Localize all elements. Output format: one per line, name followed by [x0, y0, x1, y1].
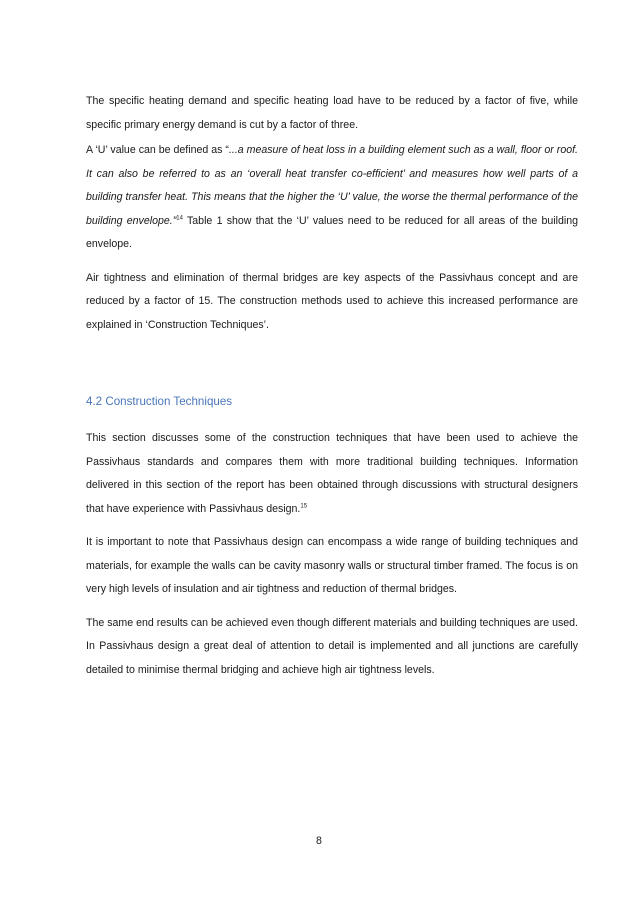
page-content — [86, 90, 578, 682]
footnote-ref-14: 14 — [176, 214, 183, 221]
page-number: 8 — [316, 835, 322, 847]
section-intro-text: This section discusses some of the construction techniques that have been used to achieve the Passivhaus standards and compares them with more traditional building techniques. Information delivered in this section of the report has been obtained through discussions with structural designers that have experience with Passivhaus design. — [86, 432, 578, 515]
u-value-intro: A ‘U’ value can be defined as “ — [86, 144, 229, 156]
paragraph-building-techniques: It is important to note that Passivhaus design can encompass a wide range of building techniques and materials, for example the walls can be cavity masonry walls or structural timber framed. The focus is on very high levels of insulation and air tightness and reduction of thermal bridges. — [86, 536, 578, 595]
paragraph-section-intro — [86, 427, 578, 521]
u-value-quote: ...a measure of heat loss in a building element such as a wall, floor or roof. It can also be referred to as an ‘overall heat transfer co-efficient’ and measures how well parts of a building transfer heat. This means that the higher the ‘U’ value, the worse the thermal performance of the building envelope. — [86, 144, 578, 227]
paragraph-air-tightness: Air tightness and elimination of thermal bridges are key aspects of the Passivhaus concept and are reduced by a factor of 15. The construction methods used to achieve this increased performance are explained in ‘Construction Techniques’. — [86, 271, 578, 331]
u-value-conclusion: Table 1 show that the ‘U’ values need to be reduced for all areas of the building envelope. — [86, 214, 578, 250]
u-value-quote-close: ” — [172, 214, 177, 227]
paragraph-same-results: The same end results can be achieved even though different materials and building techniques are used. In Passivhaus design a great deal of attention to detail is implemented and all junctions are carefully detailed to minimise thermal bridging and achieve high air tightness levels. — [86, 616, 578, 676]
paragraph-heating-demand: The specific heating demand and specific heating load have to be reduced by a factor of five, while specific primary energy demand is cut by a factor of three. — [86, 95, 578, 131]
footnote-ref-15: 15 — [300, 502, 308, 509]
section-spacer — [86, 337, 578, 391]
section-heading: 4.2 Construction Techniques — [86, 395, 233, 408]
paragraph-u-value-definition — [86, 139, 578, 257]
